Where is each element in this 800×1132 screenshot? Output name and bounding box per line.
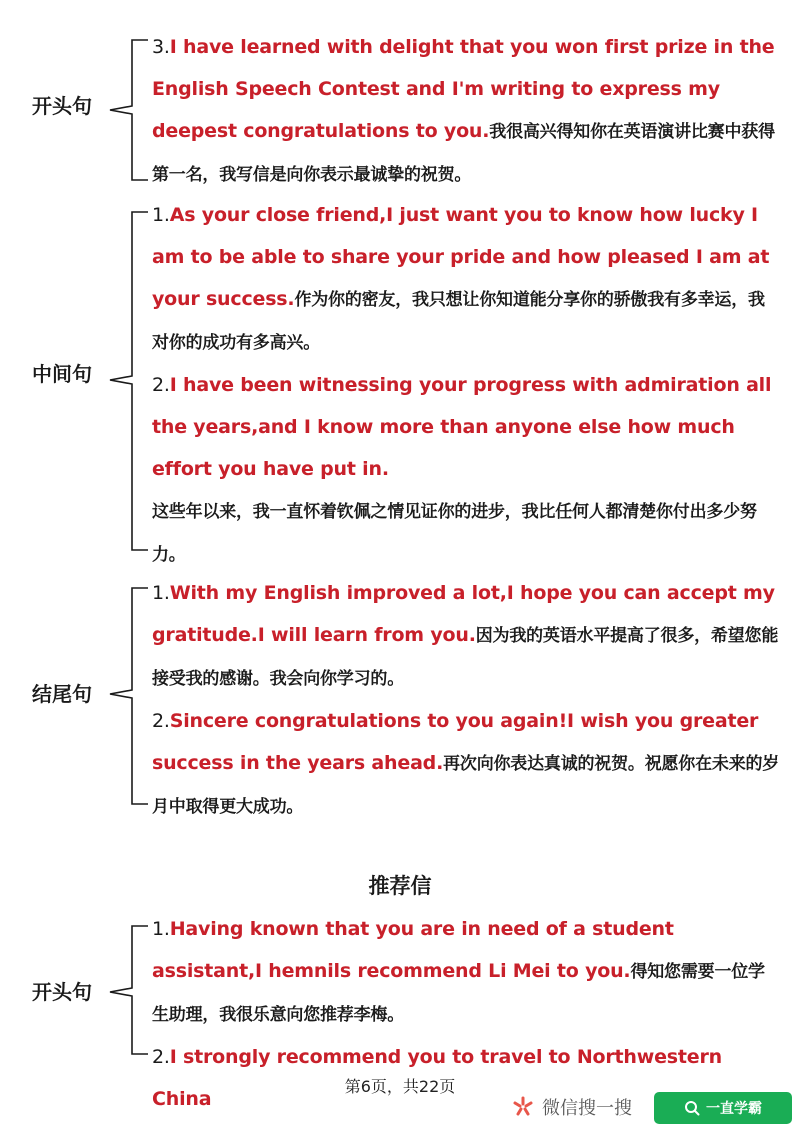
sentence-item: 1.With my English improved a lot,I hope you can accept my gratitude.I will learn from you.因为我的英语水平提高了很多，希望您能接受我的感谢。我会向你学习的。 bbox=[152, 582, 779, 689]
section-label: 开头句 bbox=[32, 980, 92, 1004]
english-sentence: Having known that you are in need of a student assistant,I hemnils recommend Li Mei to you. bbox=[152, 918, 674, 982]
wechat-search-watermark bbox=[510, 1094, 632, 1120]
account-badge[interactable] bbox=[654, 1092, 792, 1124]
sentence-item: 2.Sincere congratulations to you again!I wish you greater success in the years ahead.再次向你表达真诚的祝贺。祝愿你在未来的岁月中取得更大成功。 bbox=[152, 710, 780, 817]
sentence-item: 1.Having known that you are in need of a student assistant,I hemnils recommend Li Mei to you.得知您需要一位学生助理，我很乐意向您推荐李梅。 bbox=[152, 918, 765, 1025]
sentence-item: 2.I have been witnessing your progress with admiration all the years,and I know more than anyone else how much effort you have put in. 这些年以来，我一直怀着钦佩之情见证你的进步，我比任何人都清楚你付出多少努力。 bbox=[152, 374, 772, 565]
closing-sentences-group bbox=[0, 572, 800, 822]
english-sentence: With my English improved a lot,I hope you can accept my gratitude.I will learn from you. bbox=[152, 582, 775, 646]
section-label: 开头句 bbox=[32, 94, 92, 118]
sentence-item: 3.I have learned with delight that you won first prize in the English Speech Contest and I'm writing to express my deepest congratulations to you.我很高兴得知你在英语演讲比赛中获得第一名，我写信是向你表示最诚挚的祝贺。 bbox=[152, 36, 775, 185]
english-sentence: I have been witnessing your progress with admiration all the years,and I know more than anyone else how much effort you have put in. bbox=[152, 374, 772, 480]
chinese-translation: 我很高兴得知你在英语演讲比赛中获得第一名，我写信是向你表示最诚挚的祝贺。 bbox=[152, 122, 775, 185]
middle-sentences-group bbox=[0, 194, 800, 566]
brace-icon bbox=[100, 572, 152, 822]
chinese-translation: 因为我的英语水平提高了很多，希望您能接受我的感谢。我会向你学习的。 bbox=[152, 626, 779, 689]
wechat-search-icon bbox=[510, 1094, 536, 1120]
sentence-item: 2.I strongly recommend you to travel to Northwestern China bbox=[152, 1046, 722, 1110]
brace-icon bbox=[100, 26, 152, 194]
english-sentence: Sincere congratulations to you again!I wish you greater success in the years ahead. bbox=[152, 710, 759, 774]
english-sentence: I strongly recommend you to travel to Northwestern China bbox=[152, 1046, 722, 1110]
chinese-translation: 这些年以来，我一直怀着钦佩之情见证你的进步，我比任何人都清楚你付出多少努力。 bbox=[152, 502, 757, 565]
section-label: 结尾句 bbox=[32, 682, 92, 706]
chinese-translation: 再次向你表达真诚的祝贺。祝愿你在未来的岁月中取得更大成功。 bbox=[152, 754, 780, 817]
english-sentence: I have learned with delight that you won first prize in the English Speech Contest and I'm writing to express my deepest congratulations to you. bbox=[152, 36, 775, 142]
chinese-translation: 作为你的密友，我只想让你知道能分享你的骄傲我有多幸运，我对你的成功有多高兴。 bbox=[152, 290, 765, 353]
english-sentence: As your close friend,I just want you to know how lucky I am to be able to share your pride and how pleased I am at your success. bbox=[152, 204, 770, 310]
section-title: 推荐信 bbox=[368, 874, 432, 898]
opening-sentences-group bbox=[0, 26, 800, 194]
search-icon bbox=[684, 1100, 700, 1116]
brace-icon bbox=[100, 194, 152, 566]
account-badge-label: 一直学霸 bbox=[706, 1101, 762, 1117]
brace-icon bbox=[100, 908, 152, 1076]
chinese-translation: 得知您需要一位学生助理，我很乐意向您推荐李梅。 bbox=[152, 962, 765, 1025]
wechat-search-text: 微信搜一搜 bbox=[542, 1098, 632, 1119]
section-label: 中间句 bbox=[32, 362, 92, 386]
sentence-item: 1.As your close friend,I just want you to know how lucky I am to be able to share your pride and how pleased I am at your success.作为你的密友，我只想让你知道能分享你的骄傲我有多幸运，我对你的成功有多高兴。 bbox=[152, 204, 770, 353]
page-number: 第6页，共22页 bbox=[344, 1077, 456, 1096]
